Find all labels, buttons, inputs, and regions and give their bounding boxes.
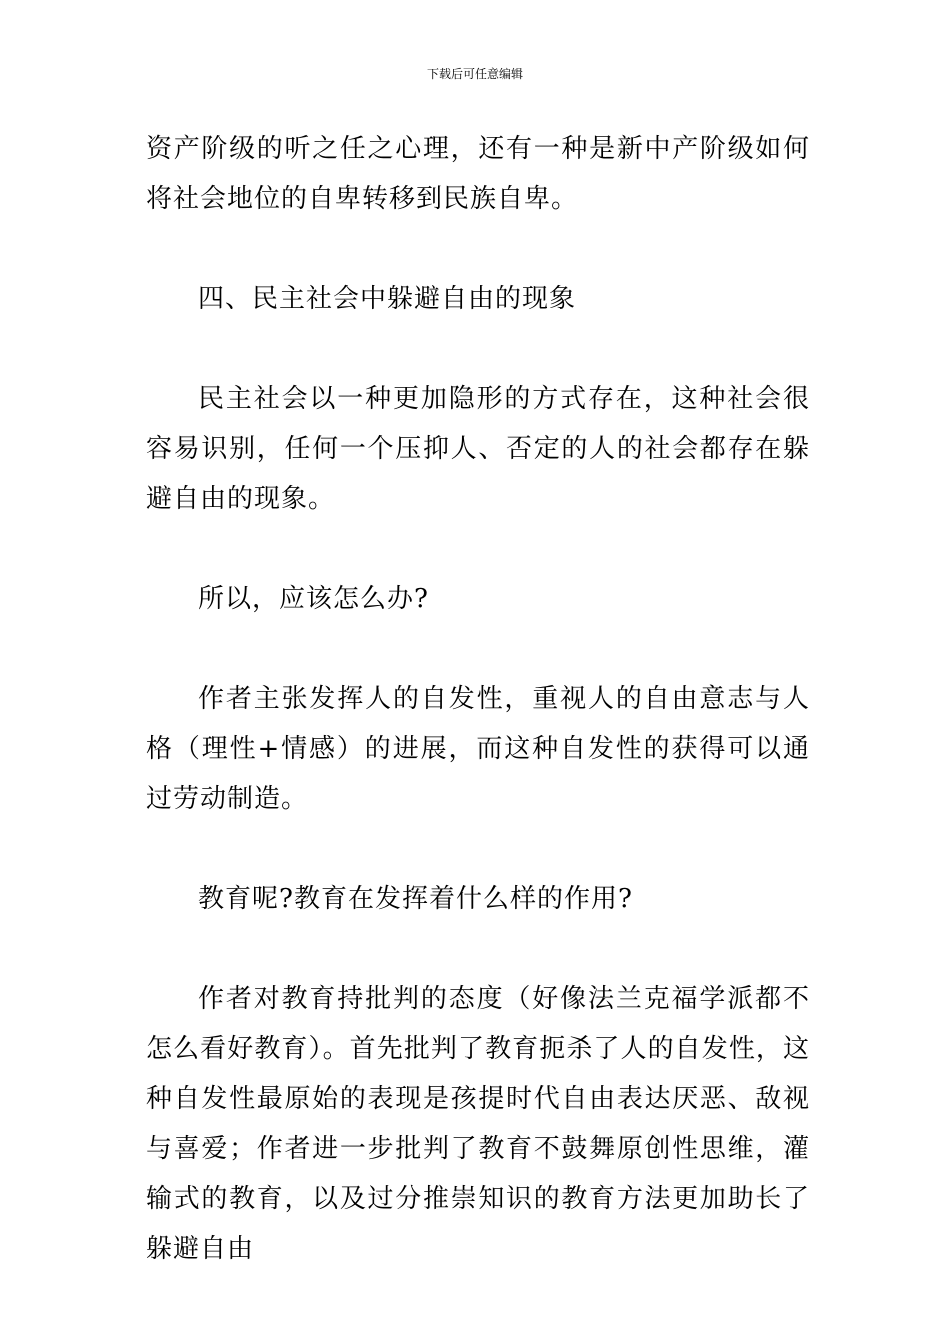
paragraph-gap	[146, 224, 810, 274]
paragraph-gap	[146, 624, 810, 674]
document-body	[146, 124, 810, 1274]
paragraph-continuation: 资产阶级的听之任之心理，还有一种是新中产阶级如何将社会地位的自卑转移到民族自卑。	[146, 134, 810, 214]
paragraph-gap	[146, 924, 810, 974]
section-heading: 四、民主社会中躲避自由的现象	[198, 284, 577, 314]
question-line: 教育呢?教育在发挥着什么样的作用?	[198, 884, 633, 914]
paragraph: 民主社会以一种更加隐形的方式存在，这种社会很容易识别，任何一个压抑人、否定的人的社会都存在躲避自由的现象。	[146, 384, 810, 514]
paragraph: 作者对教育持批判的态度（好像法兰克福学派都不怎么看好教育）。首先批判了教育扼杀了人的自发性，这种自发性最原始的表现是孩提时代自由表达厌恶、敌视与喜爱；作者进一步批判了教育不鼓舞原创性思维，灌输式的教育，以及过分推崇知识的教育方法更加助长了躲避自由	[146, 984, 810, 1264]
page-header-note: 下载后可任意编辑	[426, 67, 523, 81]
paragraph-gap	[146, 324, 810, 374]
question-line: 所以，应该怎么办?	[198, 584, 429, 614]
paragraph-gap	[146, 824, 810, 874]
paragraph: 作者主张发挥人的自发性，重视人的自由意志与人格（理性+情感）的进展，而这种自发性的获得可以通过劳动制造。	[146, 684, 810, 814]
paragraph-gap	[146, 524, 810, 574]
